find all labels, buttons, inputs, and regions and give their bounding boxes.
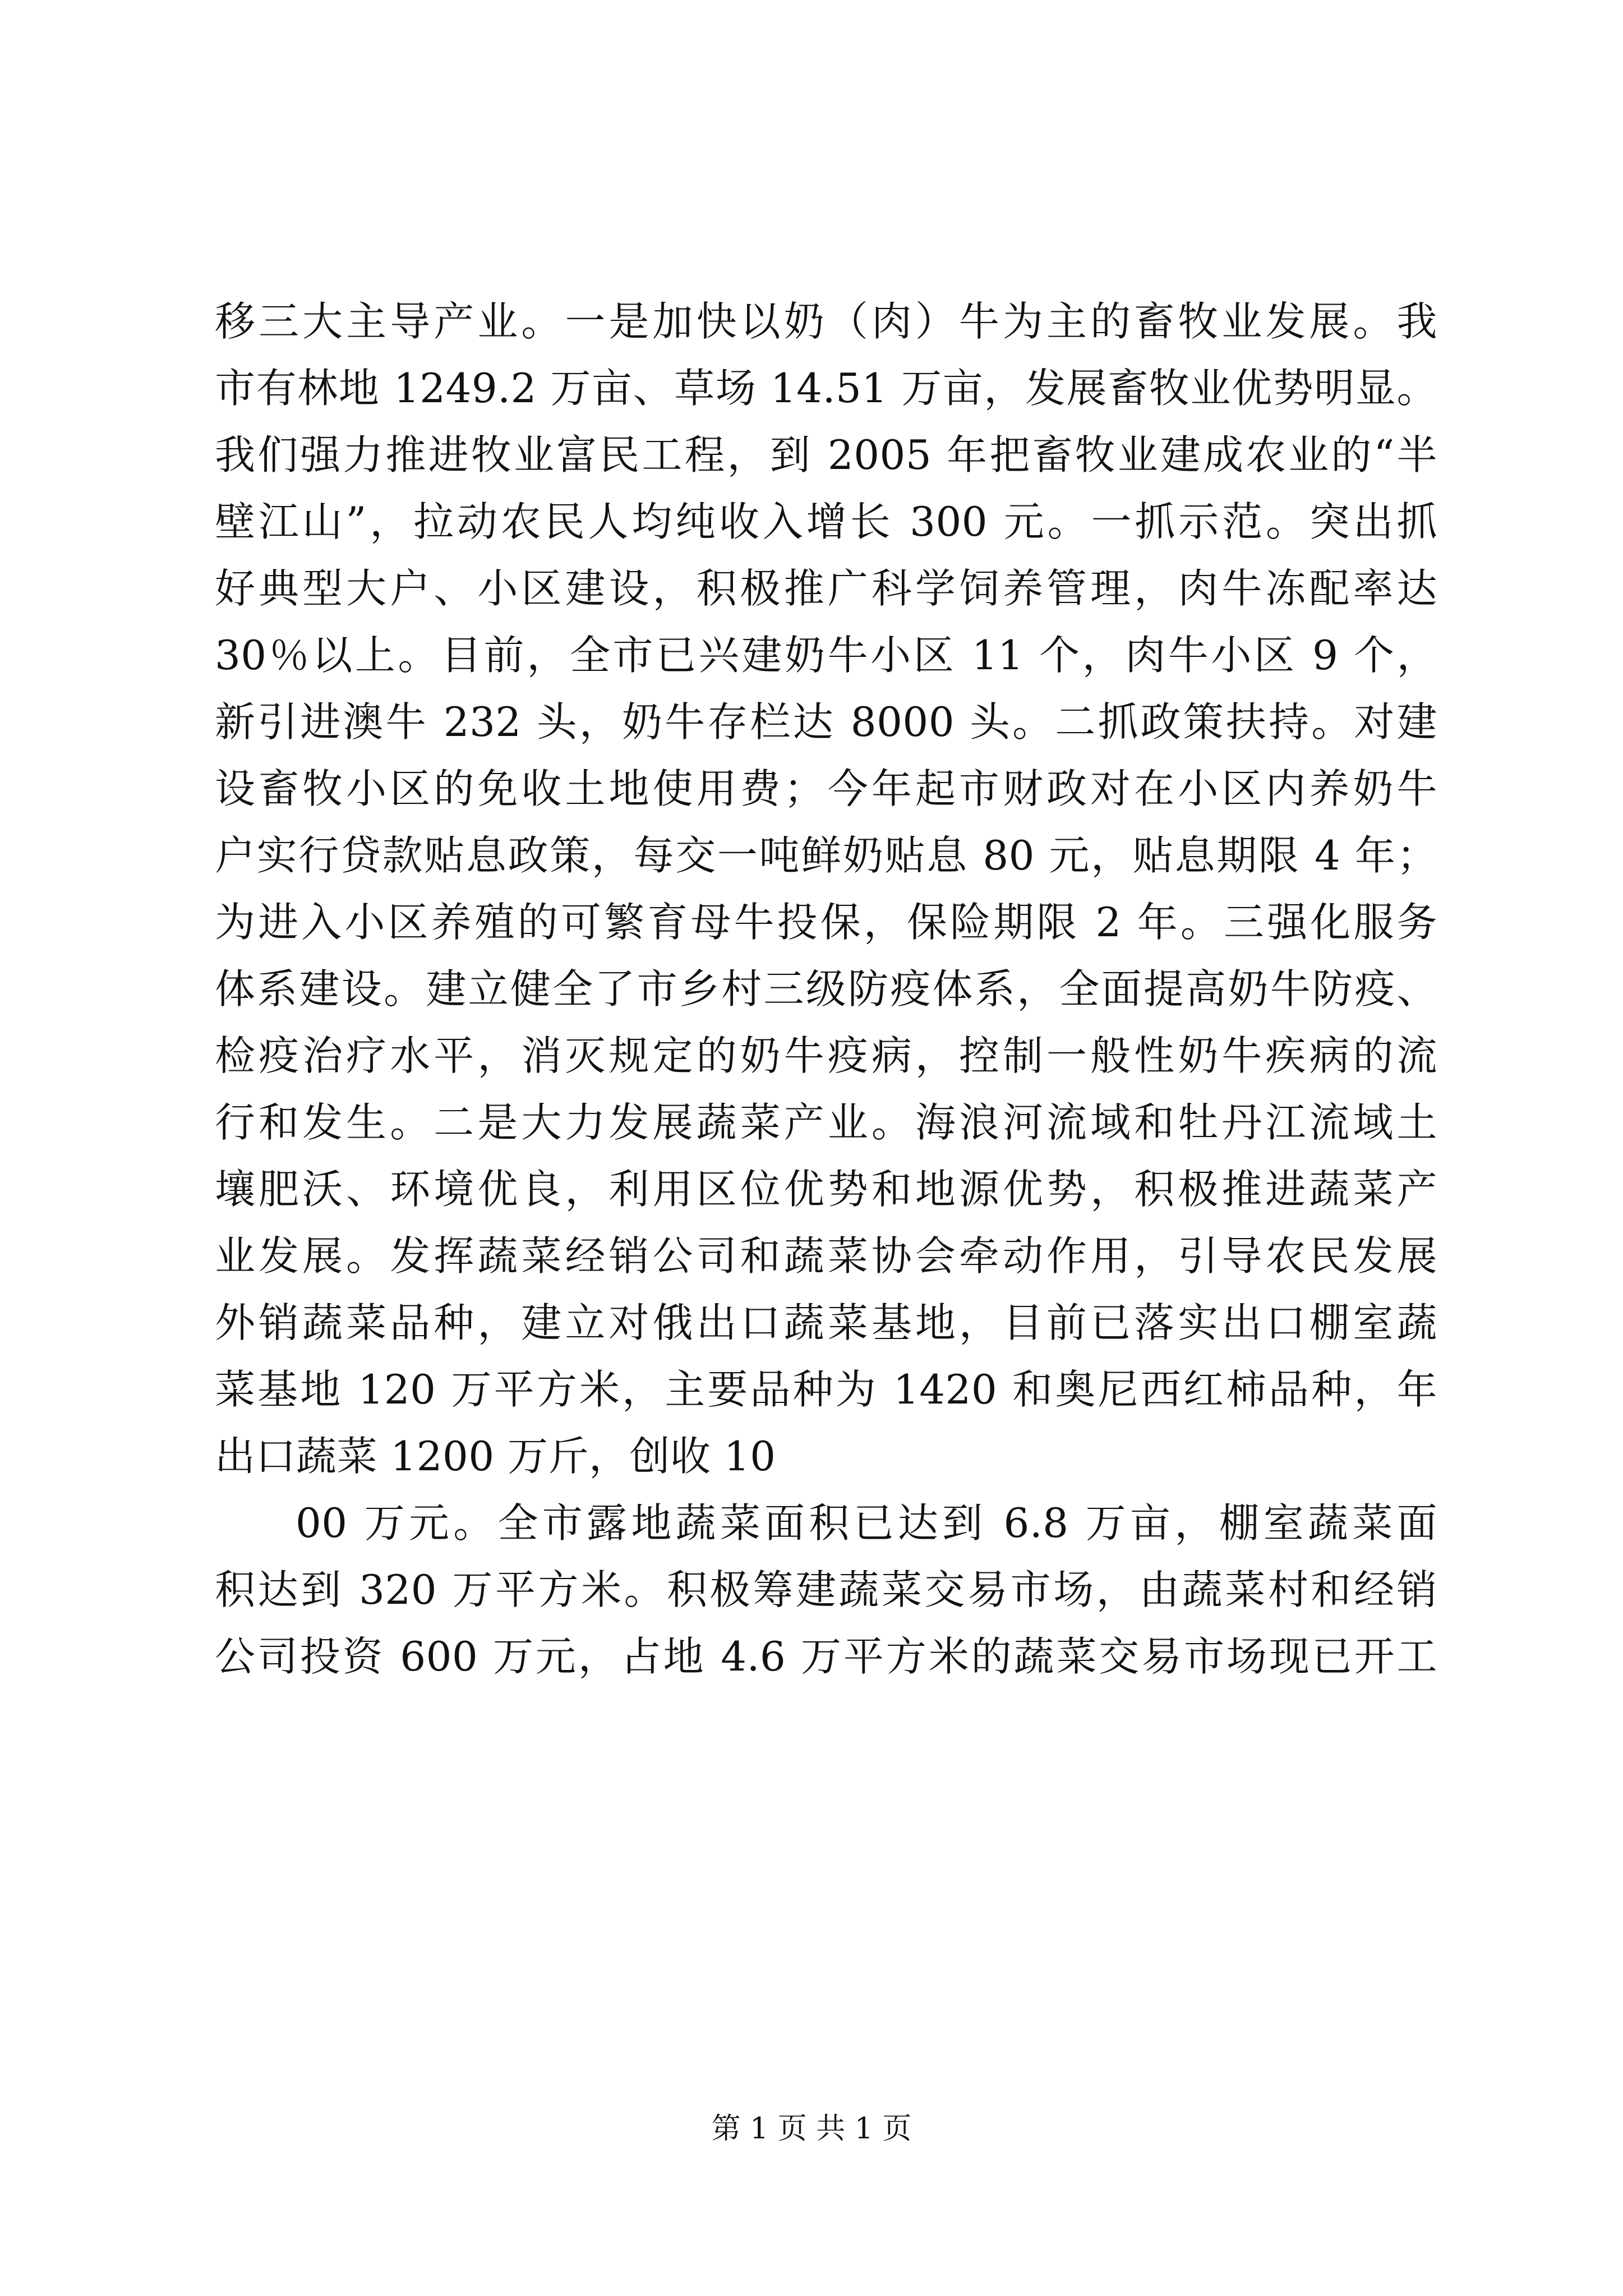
page-number-footer: 第 1 页 共 1 页 [711, 2112, 912, 2146]
text-line: 我们强力推进牧业富民工程，到 2005 年把畜牧业建成农业的“半 [215, 431, 1437, 478]
text-line: 户实行贷款贴息政策，每交一吨鲜奶贴息 80 元，贴息期限 4 年； [215, 832, 1437, 879]
text-line: 壤肥沃、环境优良，利用区位优势和地源优势，积极推进蔬菜产 [215, 1166, 1437, 1213]
text-line: 行和发生。二是大力发展蔬菜产业。海浪河流域和牡丹江流域土 [215, 1099, 1437, 1146]
text-line: 菜基地 120 万平方米，主要品种为 1420 和奥尼西红柿品种，年 [215, 1366, 1437, 1413]
text-line: 市有林地 1249.2 万亩、草场 14.51 万亩，发展畜牧业优势明显。 [215, 365, 1437, 412]
text-line: 公司投资 600 万元，占地 4.6 万平方米的蔬菜交易市场现已开工 [215, 1633, 1437, 1680]
text-line: 好典型大户、小区建设，积极推广科学饲养管理，肉牛冻配率达 [215, 565, 1437, 612]
text-line: 为进入小区养殖的可繁育母牛投保，保险期限 2 年。三强化服务 [215, 899, 1437, 946]
body-text [215, 288, 1437, 1690]
text-line: 业发展。发挥蔬菜经销公司和蔬菜协会牵动作用，引导农民发展 [215, 1232, 1437, 1280]
text-line: 检疫治疗水平，消灭规定的奶牛疫病，控制一般性奶牛疾病的流 [215, 1032, 1437, 1079]
text-line: 体系建设。建立健全了市乡村三级防疫体系，全面提高奶牛防疫、 [215, 965, 1437, 1013]
text-line: 外销蔬菜品种，建立对俄出口蔬菜基地，目前已落实出口棚室蔬 [215, 1299, 1437, 1346]
text-line-paragraph-end: 出口蔬菜 1200 万斤，创收 10 [215, 1433, 776, 1480]
text-line: 新引进澳牛 232 头，奶牛存栏达 8000 头。二抓政策扶持。对建 [215, 698, 1437, 746]
text-line: 移三大主导产业。一是加快以奶（肉）牛为主的畜牧业发展。我 [215, 298, 1437, 345]
text-line: 设畜牧小区的免收土地使用费；今年起市财政对在小区内养奶牛 [215, 765, 1437, 812]
text-line-paragraph-start: 00 万元。全市露地蔬菜面积已达到 6.8 万亩，棚室蔬菜面 [296, 1499, 1437, 1547]
text-line: 30％以上。目前，全市已兴建奶牛小区 11 个，肉牛小区 9 个， [215, 632, 1437, 679]
text-line: 积达到 320 万平方米。积极筹建蔬菜交易市场，由蔬菜村和经销 [215, 1566, 1437, 1613]
text-line: 壁江山”，拉动农民人均纯收入增长 300 元。一抓示范。突出抓 [215, 498, 1437, 545]
